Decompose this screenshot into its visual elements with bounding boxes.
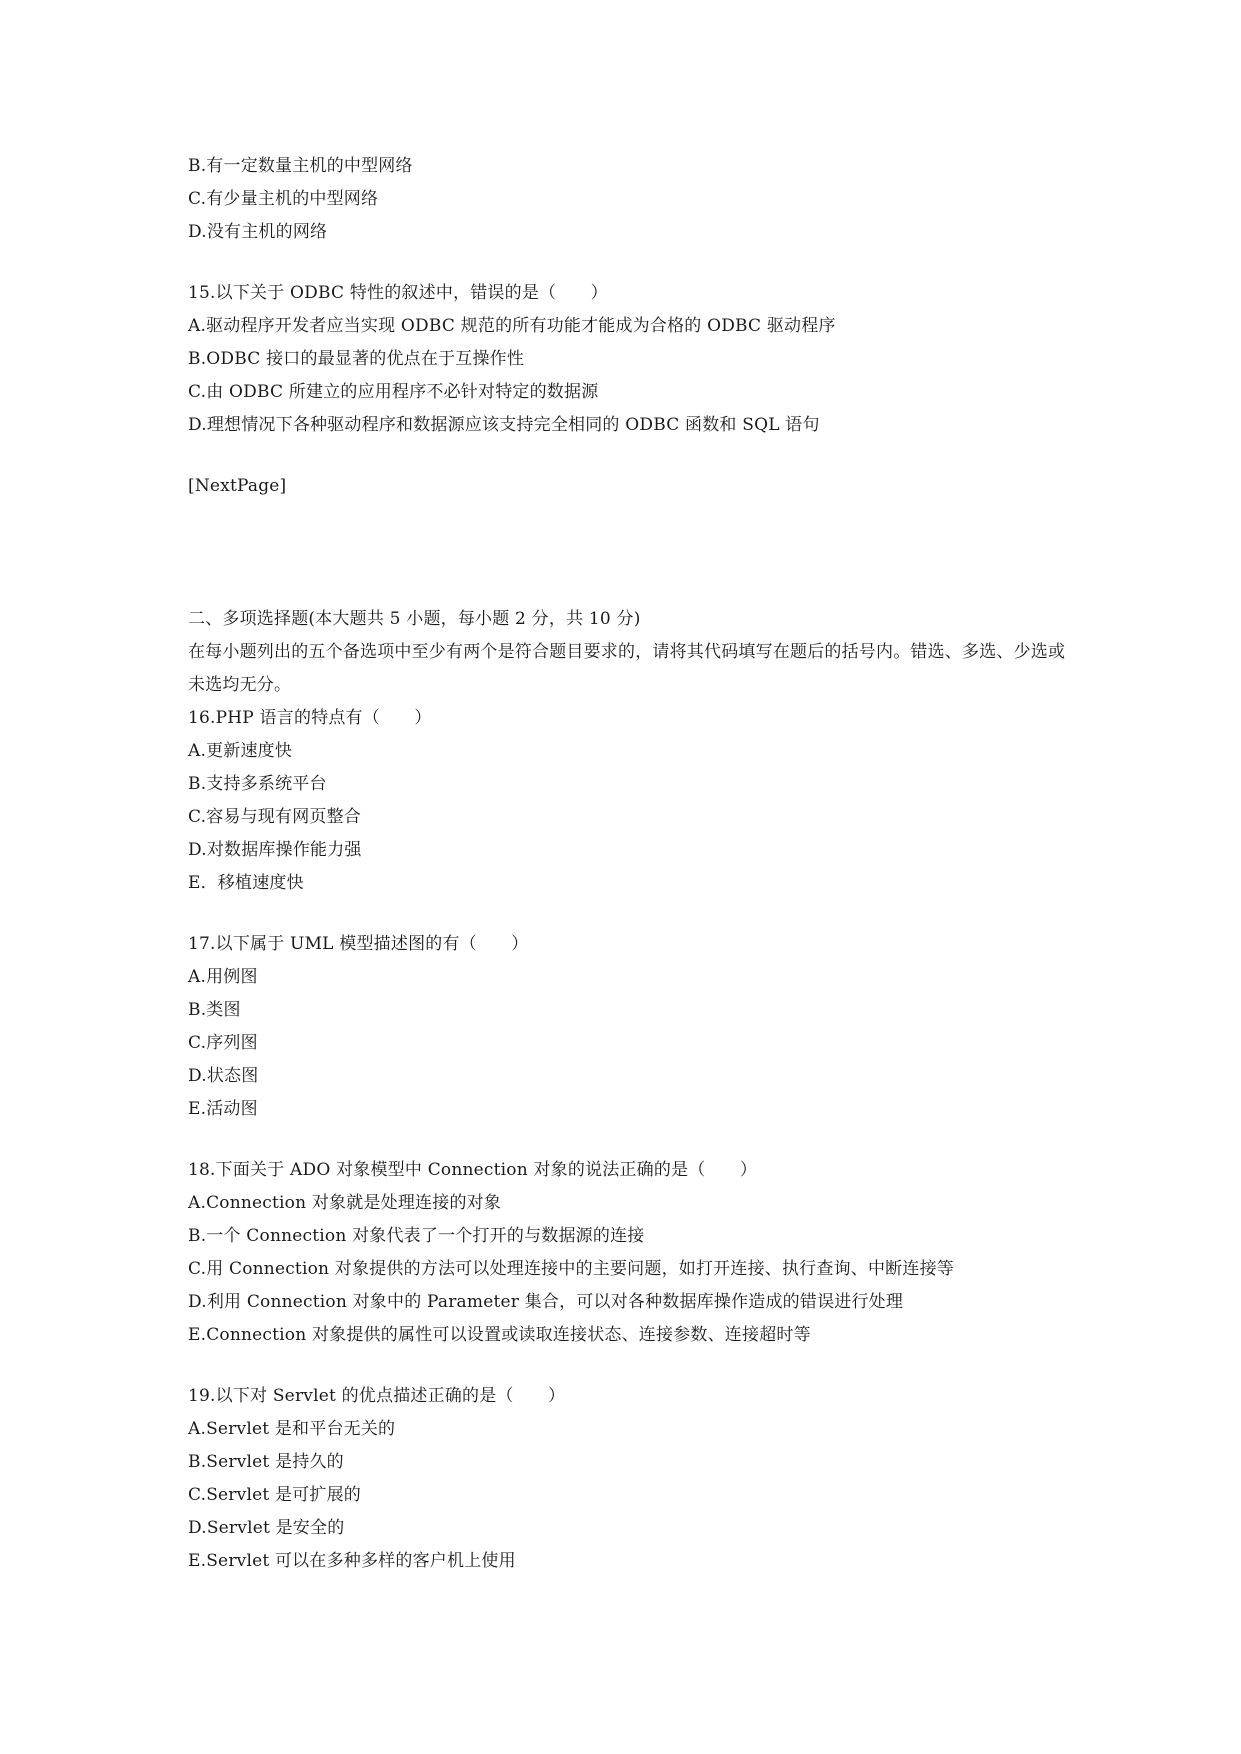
question-18 <box>188 1154 1068 1352</box>
option-d: D.Servlet 是安全的 <box>188 1518 345 1538</box>
option-d: D.没有主机的网络 <box>188 222 328 242</box>
question-17 <box>188 928 1068 1126</box>
question-stem: 15.以下关于 ODBC 特性的叙述中，错误的是（ ） <box>188 283 608 303</box>
option-b: B.类图 <box>188 1000 241 1020</box>
option-d: D.对数据库操作能力强 <box>188 840 362 860</box>
option-c: C.有少量主机的中型网络 <box>188 189 379 209</box>
section-2-header <box>188 603 1068 702</box>
option-e: E．移植速度快 <box>188 873 304 893</box>
question-15 <box>188 277 1068 442</box>
question-stem: 16.PHP 语言的特点有（ ） <box>188 708 432 728</box>
option-d: D.状态图 <box>188 1066 259 1086</box>
option-a: A.Connection 对象就是处理连接的对象 <box>188 1193 502 1213</box>
option-a: A.用例图 <box>188 967 258 987</box>
option-d: D.理想情况下各种驱动程序和数据源应该支持完全相同的 ODBC 函数和 SQL 语句 <box>188 415 820 435</box>
section-title: 二、多项选择题(本大题共 5 小题，每小题 2 分，共 10 分) <box>188 609 641 629</box>
option-e: E.Servlet 可以在多种多样的客户机上使用 <box>188 1551 516 1571</box>
option-d: D.利用 Connection 对象中的 Parameter 集合，可以对各种数据库操作造成的错误进行处理 <box>188 1292 904 1312</box>
option-b: B.一个 Connection 对象代表了一个打开的与数据源的连接 <box>188 1226 645 1246</box>
option-c: C.序列图 <box>188 1033 258 1053</box>
option-c: C.用 Connection 对象提供的方法可以处理连接中的主要问题，如打开连接、执行查询、中断连接等 <box>188 1259 954 1279</box>
option-b: B.支持多系统平台 <box>188 774 327 794</box>
question-19 <box>188 1380 1068 1578</box>
next-page-marker: [NextPage] <box>188 476 287 496</box>
question-stem: 17.以下属于 UML 模型描述图的有（ ） <box>188 934 529 954</box>
option-c: C.Servlet 是可扩展的 <box>188 1485 361 1505</box>
question-16 <box>188 702 1068 900</box>
option-b: B.Servlet 是持久的 <box>188 1452 344 1472</box>
question-stem: 19.以下对 Servlet 的优点描述正确的是（ ） <box>188 1386 566 1406</box>
question-stem: 18.下面关于 ADO 对象模型中 Connection 对象的说法正确的是（ ） <box>188 1160 758 1180</box>
option-b: B.ODBC 接口的最显著的优点在于互操作性 <box>188 349 525 369</box>
option-e: E.活动图 <box>188 1099 258 1119</box>
option-c: C.由 ODBC 所建立的应用程序不必针对特定的数据源 <box>188 382 599 402</box>
option-a: A.驱动程序开发者应当实现 ODBC 规范的所有功能才能成为合格的 ODBC 驱动程序 <box>188 316 836 336</box>
option-a: A.Servlet 是和平台无关的 <box>188 1419 396 1439</box>
option-a: A.更新速度快 <box>188 741 293 761</box>
option-e: E.Connection 对象提供的属性可以设置或读取连接状态、连接参数、连接超时等 <box>188 1325 811 1345</box>
option-c: C.容易与现有网页整合 <box>188 807 362 827</box>
option-b: B.有一定数量主机的中型网络 <box>188 156 413 176</box>
previous-question-options <box>188 150 1068 249</box>
section-instructions: 在每小题列出的五个备选项中至少有两个是符合题目要求的，请将其代码填写在题后的括号内。错选、多选、少选或未选均无分。 <box>188 642 1066 695</box>
document-page <box>188 150 1068 1578</box>
